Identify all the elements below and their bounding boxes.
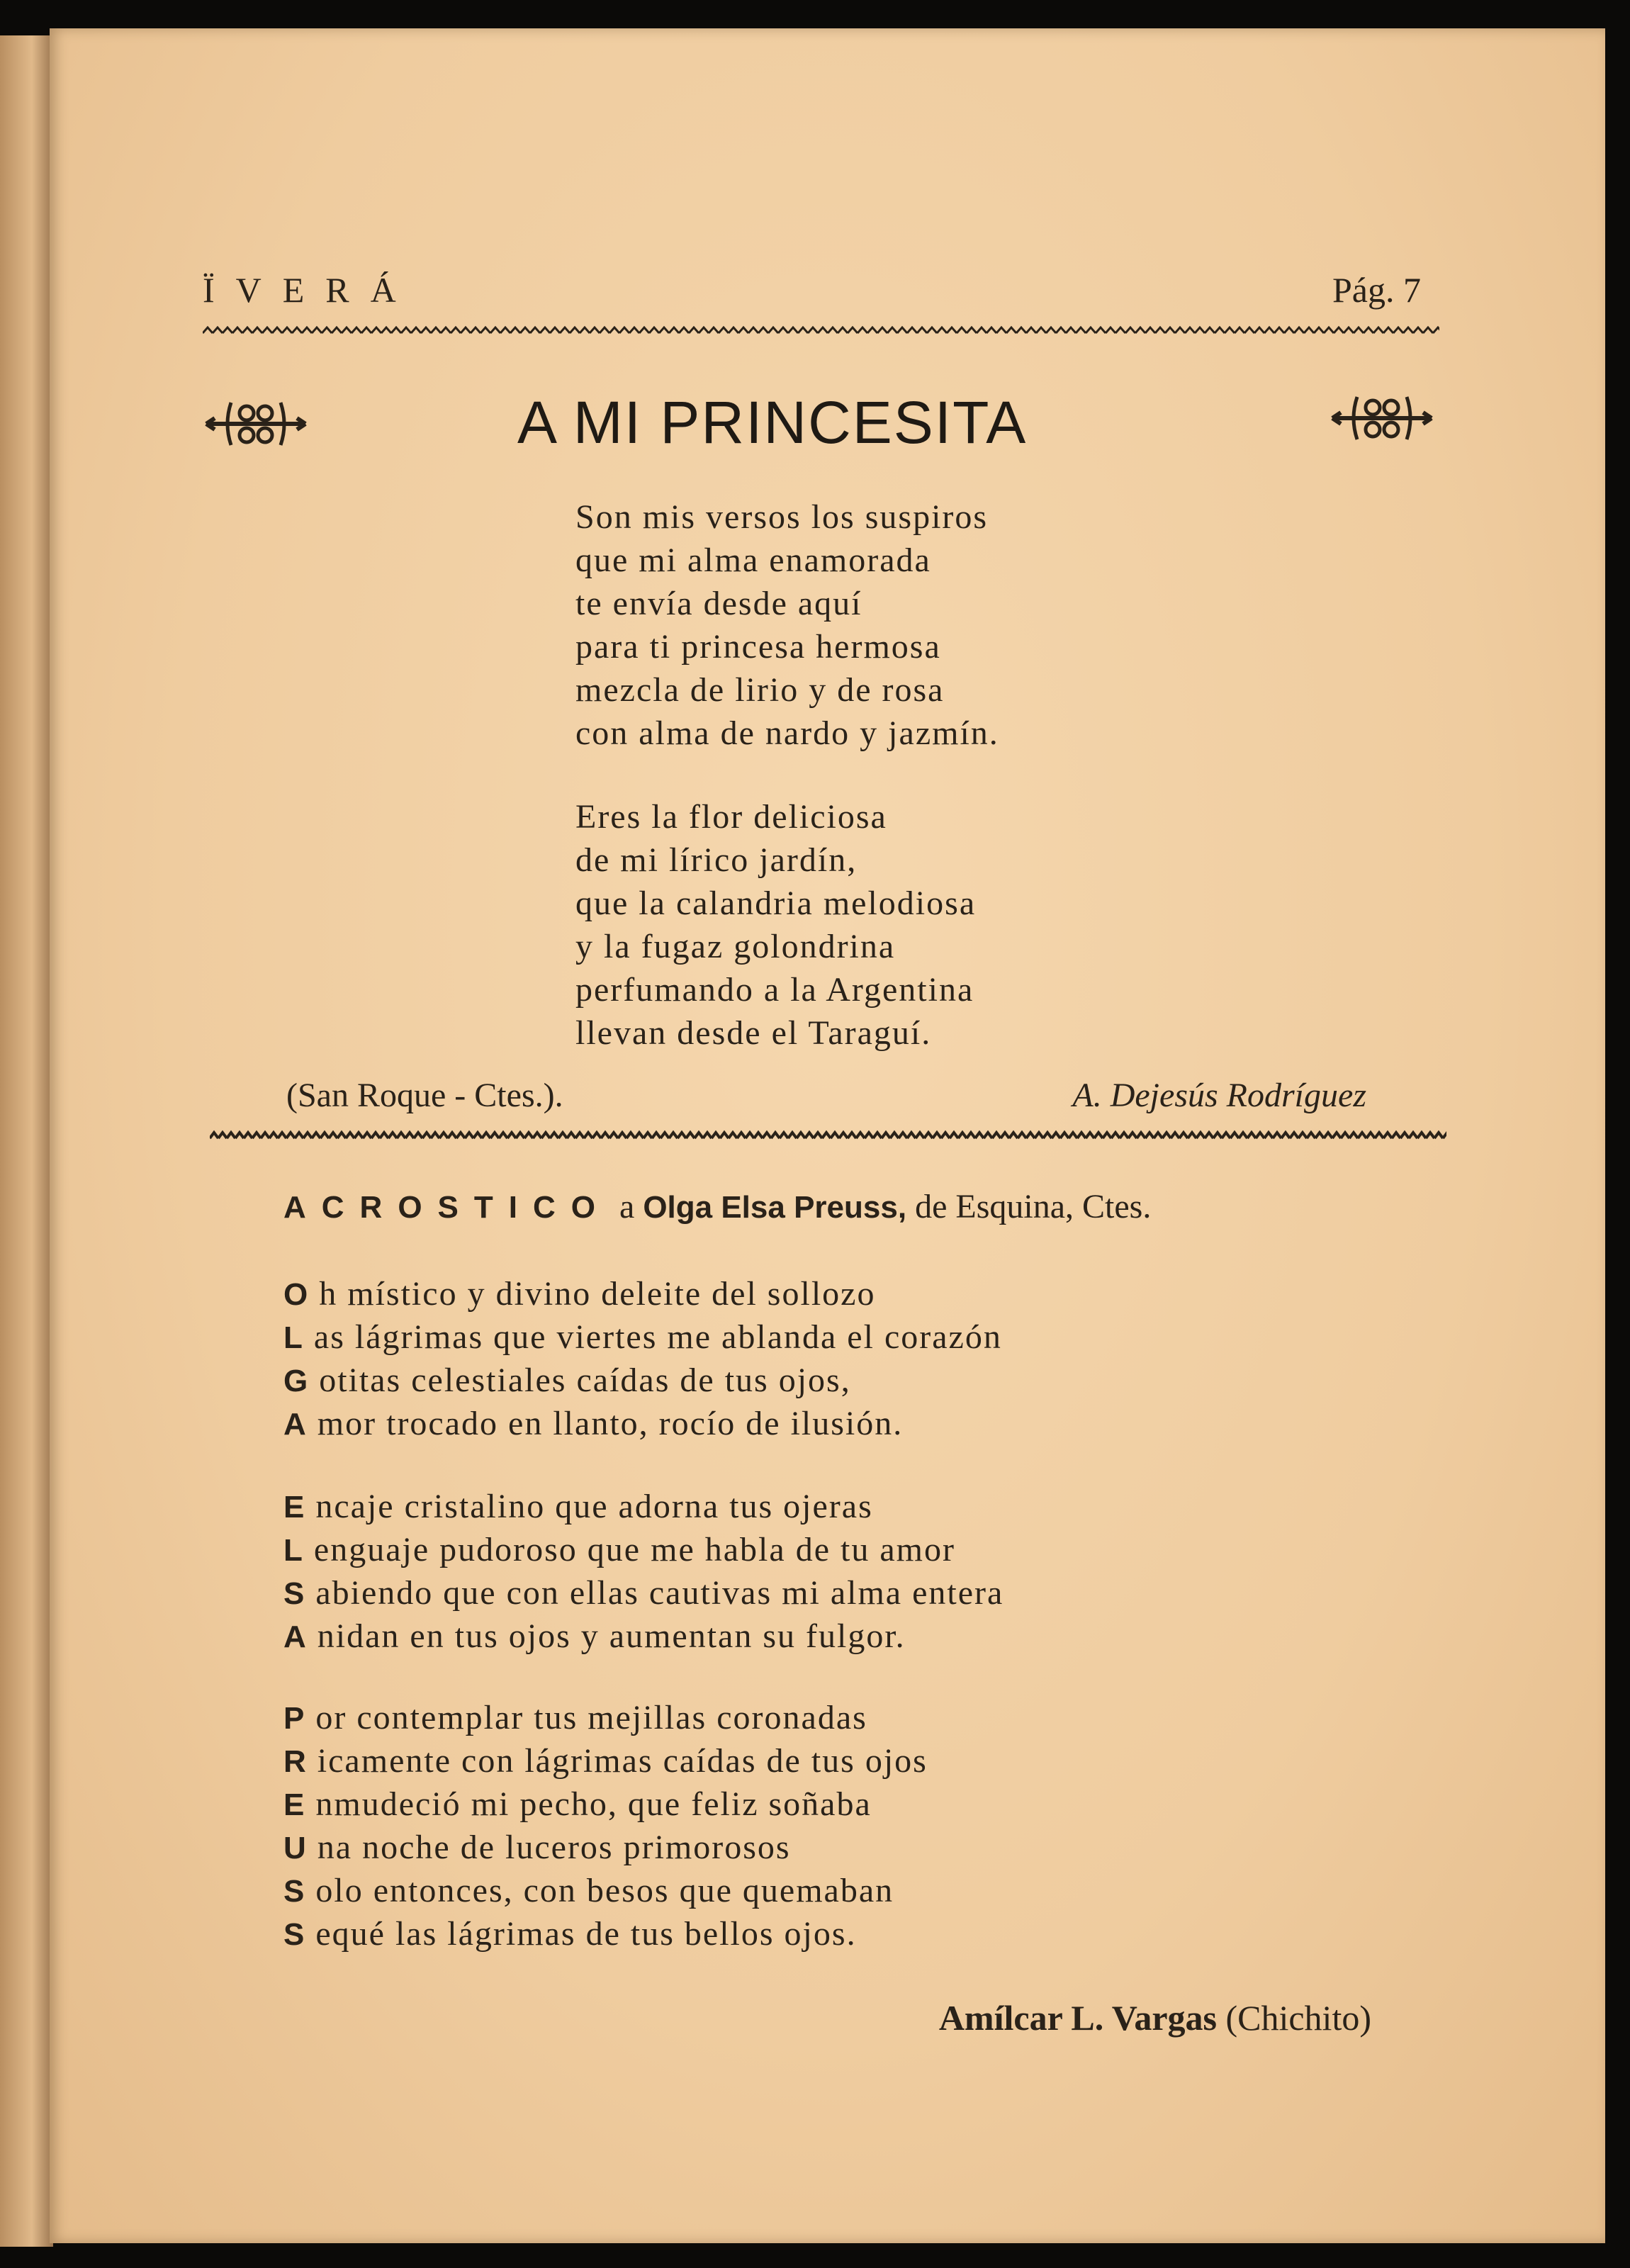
acrostic-line (283, 1487, 873, 1526)
acrostic-initial: S (283, 1917, 306, 1952)
acrostic-line-text: otitas celestiales caídas de tus ojos, (319, 1362, 851, 1399)
adjacent-page-edge (0, 35, 53, 2247)
poem-line: con alma de nardo y jazmín. (575, 714, 999, 752)
acrostic-heading (283, 1187, 1151, 1226)
acrostic-line (283, 1828, 791, 1867)
acrostic-line-text: mor trocado en llanto, rocío de ilusión. (317, 1405, 904, 1442)
acrostic-line (283, 1698, 867, 1737)
zigzag-divider (203, 325, 1439, 336)
acrostic-author (939, 1997, 1371, 2038)
acrostic-line (283, 1318, 1002, 1357)
poem-line: de mi lírico jardín, (575, 841, 858, 879)
acrostic-initial: O (283, 1277, 310, 1312)
acrostic-initial: P (283, 1701, 306, 1736)
acrostic-line (283, 1785, 872, 1824)
author-name: Amílcar L. Vargas (938, 1998, 1217, 2038)
dedication-prefix: a (619, 1188, 635, 1225)
acrostic-line-text: equé las lágrimas de tus bellos ojos. (315, 1915, 857, 1953)
poem-line: que la calandria melodiosa (575, 885, 977, 922)
poem-author: A. Dejesús Rodríguez (1072, 1077, 1366, 1114)
ornament-right-icon (1329, 390, 1435, 447)
acrostic-line-text: na noche de luceros primorosos (317, 1829, 791, 1866)
magazine-name: ÏVERÁ (203, 270, 417, 310)
poem-line: Son mis versos los suspiros (575, 498, 989, 536)
acrostic-line-text: ncaje cristalino que adorna tus ojeras (315, 1488, 873, 1525)
poem-line: te envía desde aquí (575, 585, 862, 622)
acrostic-line (283, 1573, 1004, 1612)
zigzag-divider (210, 1130, 1446, 1141)
acrostic-line-text: nidan en tus ojos y aumentan su fulgor. (317, 1617, 906, 1655)
acrostic-line (283, 1741, 928, 1780)
acrostic-initial: G (283, 1364, 310, 1398)
acrostic-initial: E (283, 1787, 306, 1822)
poem-place: (San Roque - Ctes.). (286, 1077, 563, 1114)
acrostic-initial: R (283, 1744, 308, 1779)
poem-line: que mi alma enamorada (575, 541, 931, 579)
acrostic-initial: L (283, 1320, 304, 1355)
acrostic-line-text: or contemplar tus mejillas coronadas (315, 1699, 867, 1736)
acrostic-initial: U (283, 1831, 308, 1865)
acrostic-line-text: nmudeció mi pecho, que feliz soñaba (315, 1785, 872, 1823)
poem-line: Eres la flor deliciosa (575, 798, 887, 836)
author-nickname: (Chichito) (1225, 1998, 1371, 2038)
page-number: Pág. 7 (1332, 270, 1421, 310)
poem-line: y la fugaz golondrina (575, 928, 896, 965)
ornament-left-icon (203, 395, 309, 452)
acrostic-initial: S (283, 1576, 306, 1611)
poem-line: para ti princesa hermosa (575, 628, 941, 666)
dedication-suffix: de Esquina, Ctes. (915, 1188, 1152, 1225)
acrostic-line-text: as lágrimas que viertes me ablanda el corazón (313, 1318, 1002, 1356)
acrostic-line (283, 1617, 906, 1656)
acrostic-line (283, 1530, 955, 1569)
acrostic-line-text: h místico y divino deleite del sollozo (319, 1275, 876, 1313)
acrostic-initial: E (283, 1490, 306, 1525)
acrostic-line-text: abiendo que con ellas cautivas mi alma entera (315, 1574, 1004, 1612)
poem-line: perfumando a la Argentina (575, 971, 974, 1009)
acrostic-line (283, 1914, 857, 1953)
acrostic-title: ACROSTICO (283, 1190, 611, 1225)
acrostic-line (283, 1274, 875, 1313)
acrostic-line-text: icamente con lágrimas caídas de tus ojos (317, 1742, 928, 1780)
acrostic-initial: L (283, 1533, 304, 1568)
poem-line: mezcla de lirio y de rosa (575, 671, 945, 709)
acrostic-initial: A (283, 1619, 308, 1654)
poem-line: llevan desde el Taraguí. (575, 1014, 932, 1052)
acrostic-initial: A (283, 1407, 308, 1442)
acrostic-line (283, 1404, 903, 1443)
acrostic-initial: S (283, 1874, 306, 1909)
acrostic-line-text: olo entonces, con besos que quemaban (315, 1872, 894, 1909)
acrostic-line-text: enguaje pudoroso que me habla de tu amor (313, 1531, 955, 1568)
acrostic-line (283, 1871, 894, 1910)
poem-title: A MI PRINCESITA (517, 389, 1028, 456)
acrostic-line (283, 1361, 851, 1400)
dedicatee: Olga Elsa Preuss, (643, 1190, 907, 1225)
